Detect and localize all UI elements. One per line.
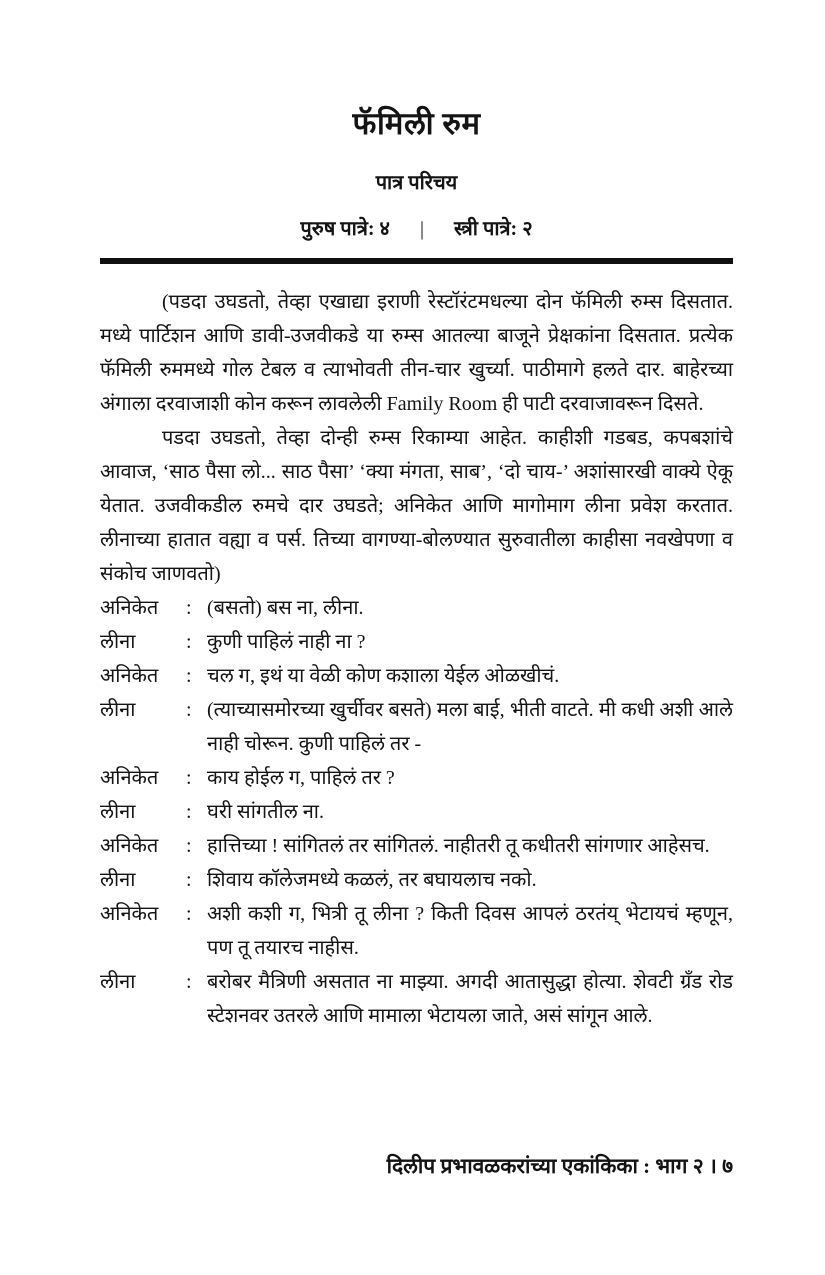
dialogue-text: काय होईल ग, पाहिलं तर ?	[207, 767, 395, 789]
speaker-colon: :	[186, 631, 192, 653]
dialogue-text: हात्तिच्या ! सांगितलं तर सांगितलं. नाहीतरी तू कधीतरी सांगणार आहेसच.	[207, 835, 710, 857]
speaker-colon: :	[186, 971, 192, 993]
section-divider-rule	[100, 258, 733, 264]
cast-count-line	[100, 214, 733, 241]
dialogue-row	[100, 693, 733, 761]
dialogue-row	[100, 863, 733, 897]
speaker-name: लीना	[100, 801, 136, 823]
cast-intro-heading: पात्र परिचय	[375, 172, 458, 194]
dialogue-text: बरोबर मैत्रिणी असतात ना माझ्या. अगदी आतासुद्धा होत्या. शेवटी ग्रँड रोड स्टेशनवर उतरले आणि मामाला भेटायला जाते, असं सांगून आले.	[207, 971, 733, 1027]
dialogue-text: कुणी पाहिलं नाही ना ?	[207, 631, 366, 653]
dialogue-row	[100, 591, 733, 625]
dialogue-list	[100, 591, 733, 1033]
dialogue-row	[100, 897, 733, 965]
dialogue-row	[100, 965, 733, 1033]
speaker-name: लीना	[100, 631, 136, 653]
dialogue-row	[100, 829, 733, 863]
speaker-name: लीना	[100, 971, 136, 993]
speaker-name: अनिकेत	[100, 597, 159, 619]
dialogue-text: घरी सांगतील ना.	[207, 801, 324, 823]
play-header	[100, 0, 733, 241]
speaker-colon: :	[186, 699, 192, 721]
speaker-colon: :	[186, 835, 192, 857]
speaker-colon: :	[186, 665, 192, 687]
play-title: फॅमिली रुम	[352, 106, 481, 141]
dialogue-text: (त्याच्यासमोरच्या खुर्चीवर बसते) मला बाई, भीती वाटते. मी कधी अशी आले नाही चोरून. कुणी पाहिलं तर -	[207, 699, 733, 755]
speaker-name: लीना	[100, 699, 136, 721]
cast-divider-bar: |	[419, 218, 424, 240]
speaker-colon: :	[186, 597, 192, 619]
stage-direction-paragraph: पडदा उघडतो, तेव्हा दोन्ही रुम्स रिकाम्या आहेत. काहीशी गडबड, कपबशांचे आवाज, ‘साठ पैसा लो... साठ पैसा’ ‘क्या मंगता, साब’, ‘दो चाय-’ अशांसारखी वाक्ये ऐकू येतात. उजवीकडील रुमचे दार उघडते; अनिकेत आणि मागोमाग लीना प्रवेश करतात. लीनाच्या हातात वह्या व पर्स. तिच्या वागण्या-बोलण्यात सुरुवातीला काहीसा नवखेपणा व संकोच जाणवतो)	[100, 427, 733, 585]
dialogue-row	[100, 761, 733, 795]
dialogue-text: अशी कशी ग, भित्री तू लीना ? किती दिवस आपलं ठरतंय् भेटायचं म्हणून, पण तू तयारच नाहीस.	[207, 903, 733, 959]
dialogue-text: चल ग, इथं या वेळी कोण कशाला येईल ओळखीचं.	[207, 665, 560, 687]
male-cast-count: पुरुष पात्रे: ४	[300, 218, 390, 240]
stage-direction-paragraph: (पडदा उघडतो, तेव्हा एखाद्या इराणी रेस्टॉरंटमधल्या दोन फॅमिली रुम्स दिसतात. मध्ये पार्टिशन आणि डावी-उजवीकडे या रुम्स आतल्या बाजूने प्रेक्षकांना दिसतात. प्रत्येक फॅमिली रुममध्ये गोल टेबल व त्याभोवती तीन-चार खुर्च्या. पाठीमागे हलते दार. बाहेरच्या अंगाला दरवाजाशी कोन करून लावलेली Family Room ही पाटी दरवाजावरून दिसते.	[100, 291, 733, 415]
speaker-name: अनिकेत	[100, 665, 159, 687]
dialogue-text: (बसतो) बस ना, लीना.	[207, 597, 364, 619]
female-cast-count: स्त्री पात्रे: २	[453, 218, 533, 240]
dialogue-text: शिवाय कॉलेजमध्ये कळलं, तर बघायलाच नको.	[207, 869, 537, 891]
page-footer-book-title-and-page-number: दिलीप प्रभावळकरांच्या एकांकिका : भाग २ । ७	[386, 1154, 733, 1178]
speaker-colon: :	[186, 869, 192, 891]
speaker-name: लीना	[100, 869, 136, 891]
speaker-name: अनिकेत	[100, 767, 159, 789]
speaker-name: अनिकेत	[100, 903, 159, 925]
speaker-colon: :	[186, 767, 192, 789]
script-body	[100, 285, 733, 1033]
dialogue-row	[100, 625, 733, 659]
dialogue-row	[100, 659, 733, 693]
speaker-colon: :	[186, 903, 192, 925]
dialogue-row	[100, 795, 733, 829]
speaker-colon: :	[186, 801, 192, 823]
speaker-name: अनिकेत	[100, 835, 159, 857]
